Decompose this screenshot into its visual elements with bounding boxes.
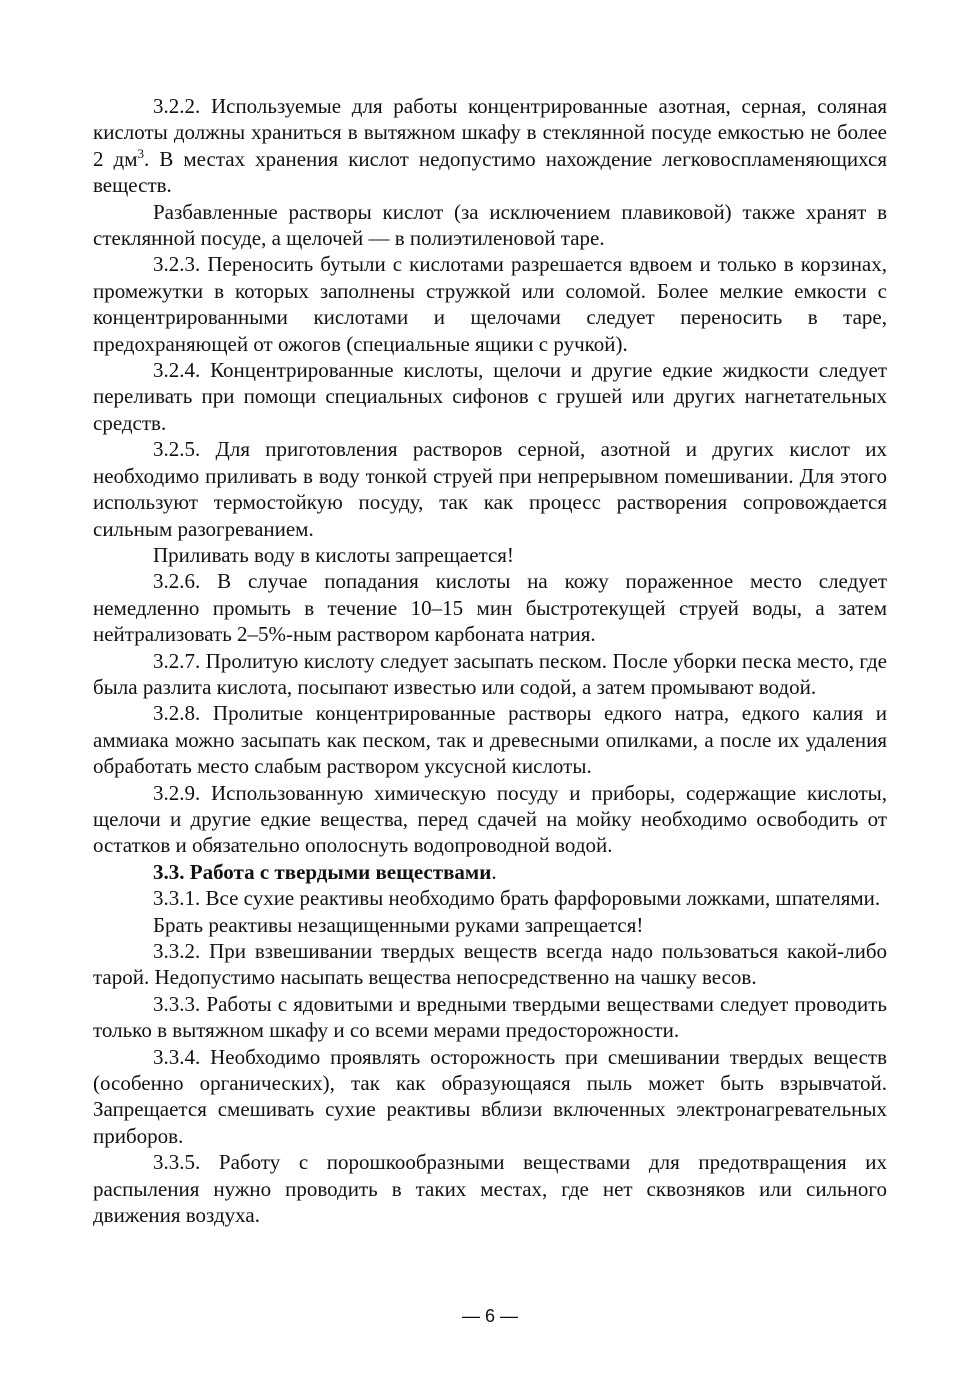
paragraph-3-2-5: 3.2.5. Для приготовления растворов серной, азотной и других кислот их необходимо приливать в воду тонкой струей при непрерывном помешивании. Для этого используют термостойкую посуду, так как процесс растворения сопровождается сильным разогреванием. [93, 437, 887, 541]
superscript-3: 3 [137, 145, 145, 161]
heading-period: . [491, 859, 497, 884]
paragraph-3-2-6: 3.2.6. В случае попадания кислоты на кожу пораженное место следует немедленно промыть в течение 10–15 мин быстротекущей струей воды, а затем нейтрализовать 2–5%-ным раствором карбоната натрия. [93, 569, 887, 647]
paragraph-text: 3.2.2. Используемые для работы концентрированные азотная, серная, соляная кислоты должны храниться в вытяжном шкафу в стеклянной посуде емкостью не более 2 дм [93, 94, 887, 171]
page-number: — 6 — [461, 1306, 518, 1326]
paragraph-3-3-1: 3.3.1. Все сухие реактивы необходимо брать фарфоровыми ложками, шпателями. [153, 886, 881, 911]
paragraph-3-3-2: 3.3.2. При взвешивании твердых веществ всегда надо пользоваться какой-либо тарой. Недопустимо насыпать вещества непосредственно на чашку весов. [93, 939, 887, 990]
paragraph-warning-hands: Брать реактивы незащищенными руками запрещается! [153, 912, 644, 937]
paragraph-warning-water: Приливать воду в кислоты запрещается! [153, 542, 514, 567]
heading-text: 3.3. Работа с твердыми веществами [153, 859, 492, 884]
paragraph-3-2-4: 3.2.4. Концентрированные кислоты, щелочи и другие едкие жидкости следует переливать при помощи специальных сифонов с грушей или других нагнетательных средств. [93, 358, 887, 435]
paragraph-text: . В местах хранения кислот недопустимо нахождение легковоспламеняющихся веществ. [93, 146, 887, 198]
document-body [93, 93, 887, 1228]
paragraph-3-2-2 [93, 93, 887, 199]
paragraph-3-3-5: 3.3.5. Работу с порошкообразными веществами для предотвращения их распыления нужно проводить в таких местах, где нет сквозняков или сильного движения воздуха. [93, 1150, 887, 1228]
paragraph-3-3-3: 3.3.3. Работы с ядовитыми и вредными твердыми веществами следует проводить только в вытяжном шкафу и со всеми мерами предосторожности. [93, 991, 887, 1043]
paragraph-diluted-solutions: Разбавленные растворы кислот (за исключением плавиковой) также хранят в стеклянной посуде, а щелочей — в полиэтиленовой таре. [93, 199, 887, 251]
paragraph-3-2-3: 3.2.3. Переносить бутыли с кислотами разрешается вдвоем и только в корзинах, промежутки в которых заполнены стружкой или соломой. Более мелкие емкости с концентрированными кислотами и щелочами следует переносить в таре, предохраняющей от ожогов (специальные ящики с ручкой). [93, 252, 887, 356]
paragraph-3-2-8: 3.2.8. Пролитые концентрированные растворы едкого натра, едкого калия и аммиака можно засыпать как песком, так и древесными опилками, а после их удаления обработать место слабым раствором уксусной кислоты. [93, 701, 887, 779]
paragraph-3-2-9: 3.2.9. Использованную химическую посуду и приборы, содержащие кислоты, щелочи и другие едкие вещества, перед сдачей на мойку необходимо освободить от остатков и обязательно ополоснуть водопроводной водой. [93, 780, 887, 858]
section-heading-3-3 [93, 859, 887, 885]
paragraph-3-2-7: 3.2.7. Пролитую кислоту следует засыпать песком. После уборки песка место, где была разлита кислота, посыпают известью или содой, а затем промывают водой. [93, 648, 887, 699]
paragraph-3-3-4: 3.3.4. Необходимо проявлять осторожность при смешивании твердых веществ (особенно органических), так как образующаяся пыль может быть взрывчатой. Запрещается смешивать сухие реактивы вблизи включенных электронагревательных приборов. [93, 1044, 887, 1148]
